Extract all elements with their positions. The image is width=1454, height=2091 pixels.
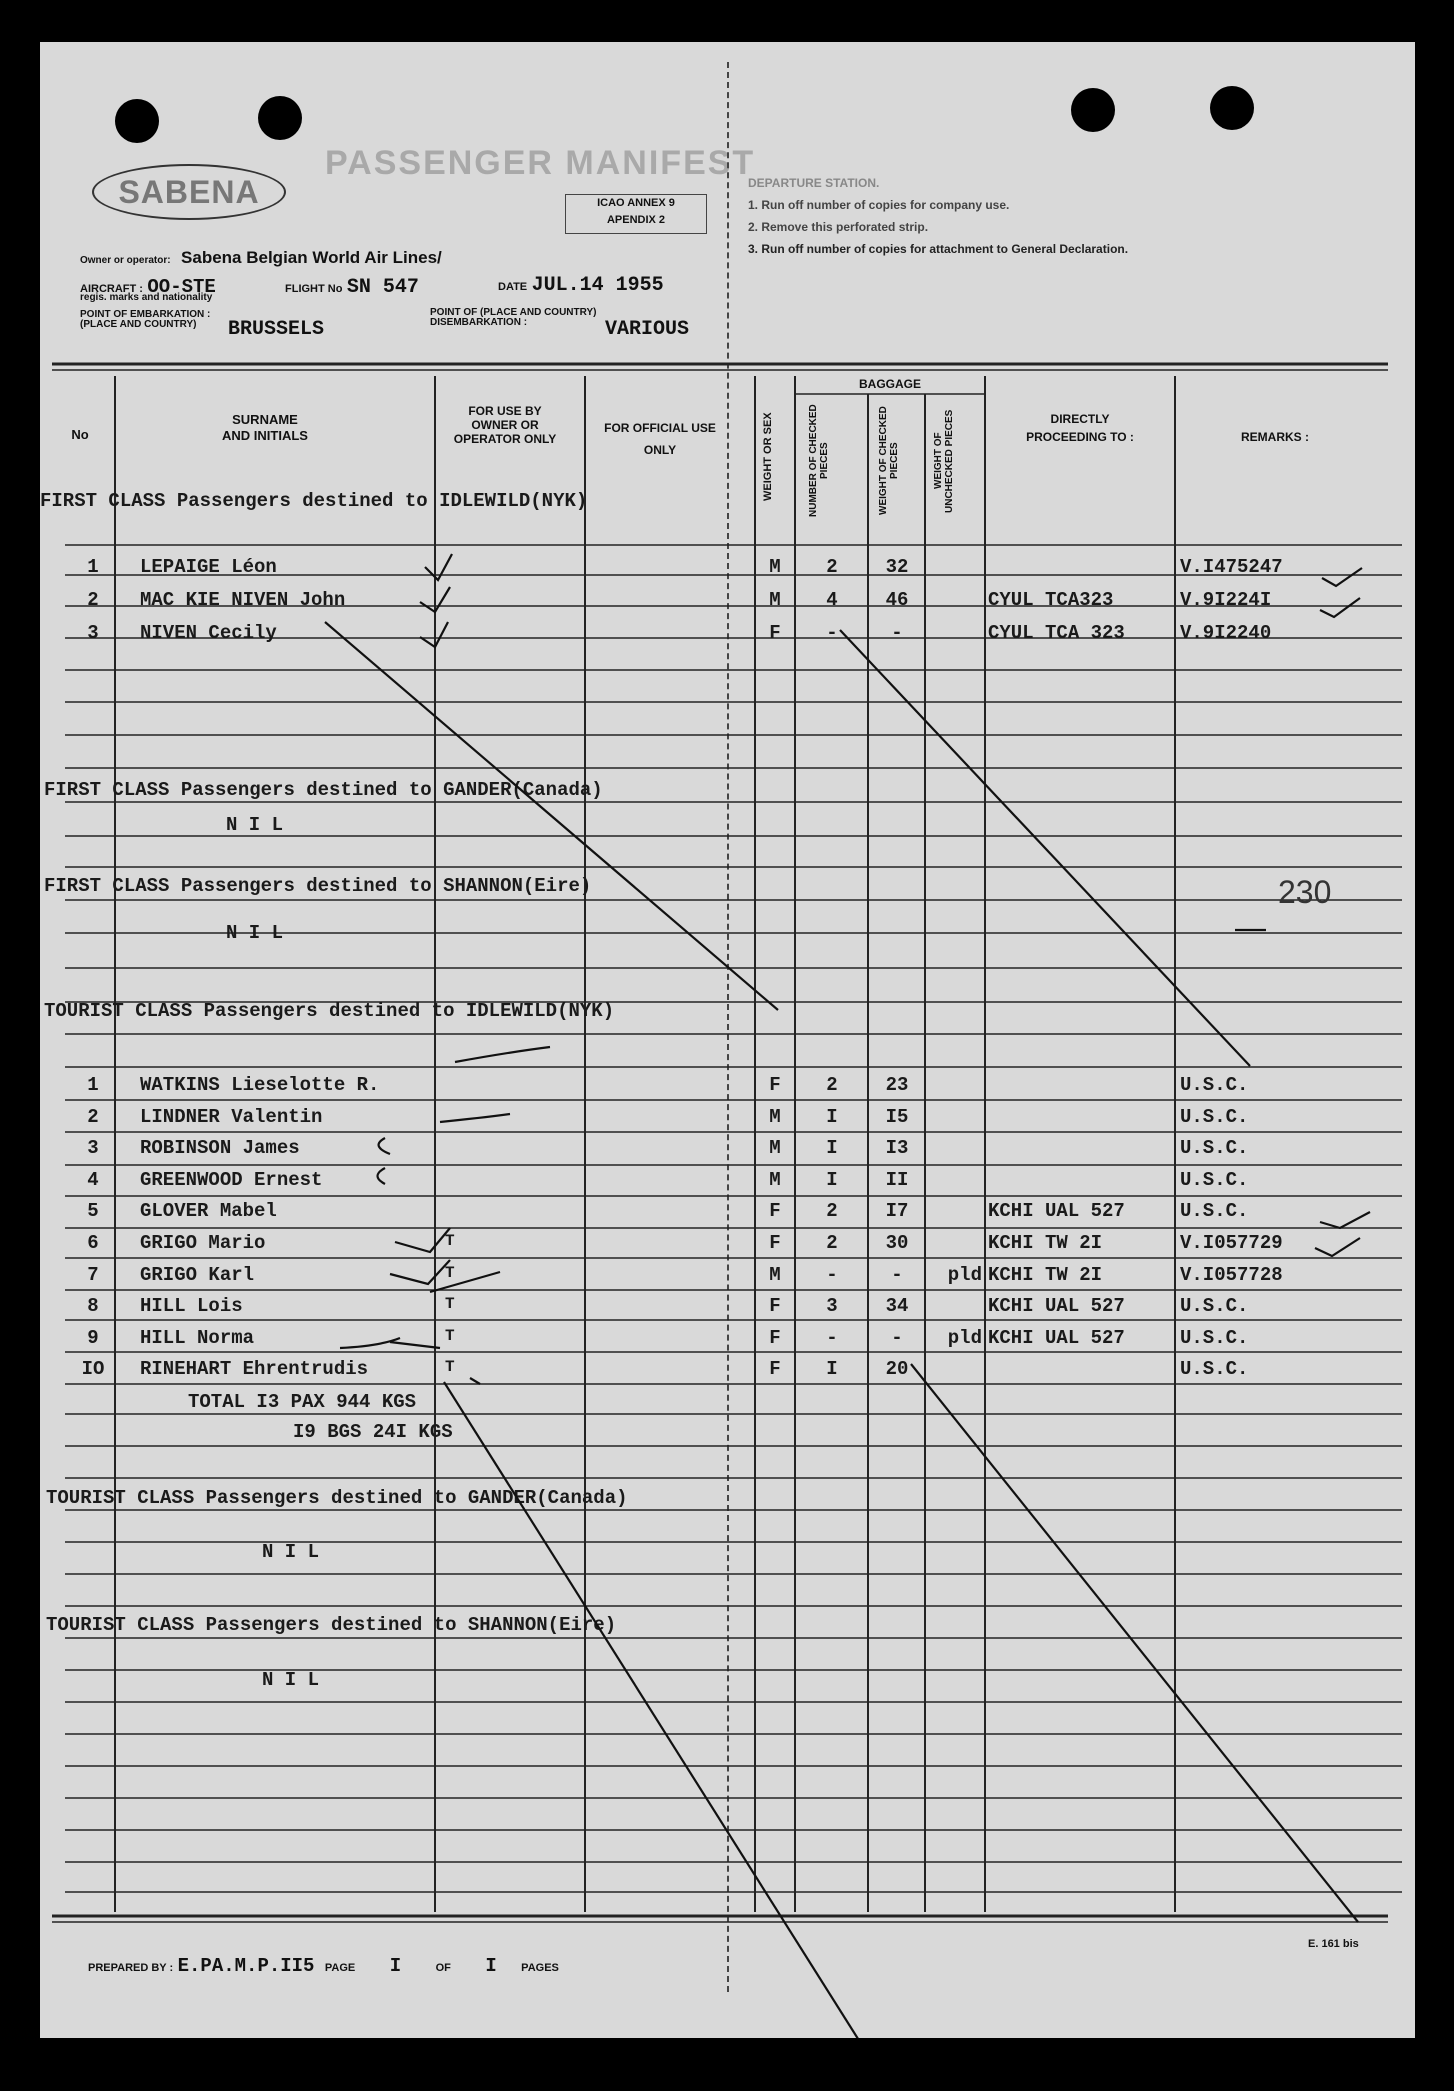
passenger-name: GRIGO Karl (140, 1263, 255, 1286)
icao-appendix: APENDIX 2 (606, 214, 666, 226)
passenger-sex: M (769, 1168, 781, 1191)
date-value: JUL.14 1955 (531, 274, 664, 297)
checked-pieces: 2 (826, 1074, 838, 1096)
checked-pieces: 2 (826, 1232, 838, 1254)
initial-stroke (390, 1342, 440, 1348)
checked-weight: - (891, 1263, 903, 1286)
section-first-gander: FIRST CLASS Passengers destined to GANDER(Canada) (44, 779, 603, 801)
passenger-name: GRIGO Mario (140, 1232, 266, 1254)
col-num-checked-header: NUMBER OF CHECKED PIECES (808, 404, 830, 518)
checked-weight: I3 (885, 1137, 909, 1160)
disembark-value: VARIOUS (605, 318, 690, 341)
t-mark: T (445, 1295, 455, 1314)
remarks: U.S.C. (1180, 1326, 1249, 1349)
remarks: U.S.C. (1180, 1295, 1249, 1318)
check-mark (420, 587, 450, 612)
passenger-sex: F (769, 1326, 781, 1349)
logo-text: SABENA (118, 173, 260, 210)
embark-value: BRUSSELS (228, 318, 325, 341)
passenger-name: NIVEN Cecily (140, 622, 277, 644)
prepared-by-label: PREPARED BY : (88, 1962, 174, 1974)
row-number: 1 (87, 556, 99, 578)
regis-note: regis. marks and nationality (80, 292, 213, 303)
passenger-sex: F (769, 1074, 781, 1096)
checked-weight: - (891, 622, 903, 644)
disembark-label: POINT OF (PLACE AND COUNTRY) DISEMBARKATION : (430, 307, 597, 328)
remarks: V.I057728 (1180, 1263, 1283, 1286)
instructions-heading: DEPARTURE STATION. (748, 176, 880, 190)
check-mark (395, 1228, 450, 1252)
nil-first-shannon: N I L (226, 922, 284, 944)
section-first-shannon: FIRST CLASS Passengers destined to SHANNON(Eire) (44, 875, 592, 897)
initial-stroke (430, 1272, 500, 1292)
checked-pieces: 2 (826, 556, 838, 578)
remarks: V.9I224I (1180, 589, 1272, 611)
col-remarks-header: REMARKS : (1241, 430, 1309, 444)
embark-label: POINT OF EMBARKATION : (PLACE AND COUNTRY) (80, 309, 211, 330)
instruction-item: 3. Run off number of copies for attachment to General Declaration. (748, 242, 1129, 256)
passenger-sex: M (769, 1263, 781, 1286)
nil-first-gander: N I L (226, 814, 284, 836)
checked-weight: 46 (885, 589, 909, 611)
remarks: U.S.C. (1180, 1074, 1249, 1096)
passenger-sex: F (769, 1358, 781, 1381)
passenger-name: WATKINS Lieselotte R. (140, 1074, 380, 1096)
t-mark: T (445, 1232, 455, 1250)
remarks: U.S.C. (1180, 1358, 1249, 1381)
checked-weight: 30 (885, 1232, 909, 1254)
row-number: 4 (87, 1168, 99, 1191)
checked-pieces: 2 (826, 1200, 838, 1223)
checked-pieces: I (826, 1358, 838, 1381)
check-mark (1322, 568, 1362, 586)
proceeding-to: KCHI TW 2I (988, 1232, 1103, 1254)
checked-weight: 32 (885, 556, 909, 578)
footer (88, 1955, 559, 1977)
checked-weight: - (891, 1326, 903, 1349)
proceeding-to: KCHI UAL 527 (988, 1295, 1125, 1318)
ink-annotations (40, 42, 1415, 2038)
checked-pieces: - (826, 1263, 838, 1286)
row-number: 3 (87, 622, 99, 644)
col-baggage-header: BAGGAGE (858, 377, 921, 391)
remarks: U.S.C. (1180, 1168, 1249, 1191)
passenger-sex: M (769, 1137, 781, 1160)
passenger-name: LINDNER Valentin (140, 1105, 323, 1128)
check-mark (1315, 1238, 1360, 1256)
checked-pieces: I (826, 1105, 838, 1128)
proceeding-to: CYUL TCA323 (988, 589, 1114, 611)
remarks: U.S.C. (1180, 1200, 1249, 1223)
aircraft-value: OO-STE (147, 276, 216, 298)
passenger-name: LEPAIGE Léon (140, 556, 277, 578)
nil-tourist-gander: N I L (262, 1541, 320, 1563)
remarks: V.9I2240 (1180, 622, 1272, 644)
checked-weight: 23 (885, 1074, 909, 1096)
initial-stroke (378, 1168, 386, 1184)
instruction-item: 1. Run off number of copies for company use. (748, 198, 1010, 212)
section-tourist-idlewild: TOURIST CLASS Passengers destined to IDLEWILD(NYK) (44, 1000, 615, 1022)
remarks: U.S.C. (1180, 1105, 1249, 1128)
checked-pieces: - (826, 622, 838, 644)
check-mark (420, 622, 448, 647)
t-mark: T (445, 1263, 455, 1282)
row-number: 5 (87, 1200, 99, 1223)
passenger-sex: M (769, 589, 781, 611)
col-owner-use-header: FOR USE BY OWNER OR OPERATOR ONLY (453, 404, 557, 446)
row-number: 9 (87, 1326, 99, 1349)
t-mark: T (445, 1358, 455, 1377)
row-number: 7 (87, 1263, 99, 1286)
col-no-header: No (71, 427, 89, 442)
col-wt-unchecked-header: WEIGHT OF UNCHECKED PIECES (933, 409, 955, 513)
passenger-name: HILL Lois (140, 1295, 243, 1318)
passenger-sex: M (769, 556, 781, 578)
row-number: 6 (87, 1232, 99, 1254)
check-mark (390, 1260, 450, 1284)
cancel-stroke (325, 622, 778, 1010)
unchecked-weight: pld (947, 1263, 982, 1286)
passenger-sex: F (769, 622, 781, 644)
checked-weight: II (885, 1168, 909, 1191)
initial-stroke (379, 1138, 390, 1154)
aircraft-label: AIRCRAFT : (80, 283, 143, 295)
row-number: 2 (87, 589, 99, 611)
remarks: V.I057729 (1180, 1232, 1283, 1254)
checked-weight: I5 (885, 1105, 909, 1128)
checked-pieces: I (826, 1168, 838, 1191)
carrier-label: Owner or operator: (80, 255, 171, 266)
icao-annex: ICAO ANNEX 9 (597, 197, 675, 209)
row-number: 3 (87, 1137, 99, 1160)
checked-weight: 34 (885, 1295, 909, 1318)
flight-value: SN 547 (346, 276, 419, 299)
of-label: OF (435, 1962, 451, 1974)
col-surname-header: SURNAME AND INITIALS (222, 412, 308, 443)
carrier-value: Sabena Belgian World Air Lines/ (181, 248, 442, 267)
page-title: PASSENGER MANIFEST (325, 144, 756, 182)
check-mark (1320, 598, 1360, 617)
checked-pieces: - (826, 1326, 838, 1349)
section-tourist-shannon: TOURIST CLASS Passengers destined to SHANNON(Eire) (46, 1614, 617, 1636)
instruction-item: 2. Remove this perforated strip. (748, 220, 929, 234)
check-mark (1320, 1212, 1370, 1228)
passenger-sex: F (769, 1232, 781, 1254)
page-label: PAGE (324, 1962, 356, 1974)
proceeding-to: KCHI UAL 527 (988, 1200, 1125, 1223)
passenger-name: RINEHART Ehrentrudis (140, 1358, 369, 1381)
checked-pieces: I (826, 1137, 838, 1160)
initial-stroke (440, 1114, 510, 1122)
checked-weight: I7 (885, 1200, 909, 1223)
proceeding-to: KCHI UAL 527 (988, 1326, 1125, 1349)
section-first-idlewild: FIRST CLASS Passengers destined to IDLEWILD(NYK) (40, 490, 588, 512)
checked-weight: 20 (885, 1358, 909, 1381)
passenger-sex: F (769, 1200, 781, 1223)
prepared-by-value: E.PA.M.P.II5 (177, 1955, 315, 1977)
total-bags: I9 BGS 24I KGS (293, 1421, 453, 1443)
passenger-name: GLOVER Mabel (140, 1200, 277, 1223)
row-number: IO (81, 1358, 105, 1381)
pages-value: I (485, 1955, 497, 1977)
row-number: 2 (87, 1105, 99, 1128)
t-mark: T (445, 1326, 455, 1345)
passenger-name: MAC KIE NIVEN John (140, 589, 346, 611)
cancel-stroke (444, 1382, 860, 2038)
row-number: 8 (87, 1295, 99, 1318)
remarks: V.I475247 (1180, 556, 1283, 578)
initial-stroke (470, 1378, 480, 1384)
date-label: DATE (498, 281, 528, 293)
remarks: U.S.C. (1180, 1137, 1249, 1160)
handwritten-number: 230 (1278, 874, 1332, 910)
checked-pieces: 3 (826, 1295, 838, 1318)
cancel-stroke (840, 630, 1250, 1066)
col-weight-sex-header: WEIGHT OR SEX (762, 412, 774, 502)
passenger-sex: F (769, 1295, 781, 1318)
passenger-name: ROBINSON James (140, 1137, 300, 1160)
form-code: E. 161 bis (1308, 1938, 1359, 1950)
unchecked-weight: pld (947, 1326, 982, 1349)
proceeding-to: CYUL TCA 323 (988, 622, 1125, 644)
col-proceeding-header: DIRECTLY PROCEEDING TO : (1026, 412, 1134, 444)
row-number: 1 (87, 1074, 99, 1096)
total-pax: TOTAL I3 PAX 944 KGS (188, 1391, 417, 1413)
section-tourist-gander: TOURIST CLASS Passengers destined to GANDER(Canada) (46, 1487, 628, 1509)
page-value: I (389, 1955, 402, 1977)
check-mark (425, 554, 452, 580)
pages-label: PAGES (521, 1962, 559, 1974)
flight-label: FLIGHT No (285, 283, 343, 295)
passenger-name: GREENWOOD Ernest (140, 1168, 323, 1191)
nil-tourist-shannon: N I L (262, 1669, 320, 1691)
col-official-use-header: FOR OFFICIAL USE ONLY (604, 421, 716, 457)
initial-stroke (455, 1047, 550, 1062)
passenger-name: HILL Norma (140, 1326, 255, 1349)
manifest-sheet (40, 42, 1415, 2038)
passenger-sex: M (769, 1105, 781, 1128)
col-wt-checked-header: WEIGHT OF CHECKED PIECES (878, 406, 900, 516)
checked-pieces: 4 (826, 589, 838, 611)
cancel-stroke (911, 1364, 1358, 1922)
proceeding-to: KCHI TW 2I (988, 1263, 1103, 1286)
